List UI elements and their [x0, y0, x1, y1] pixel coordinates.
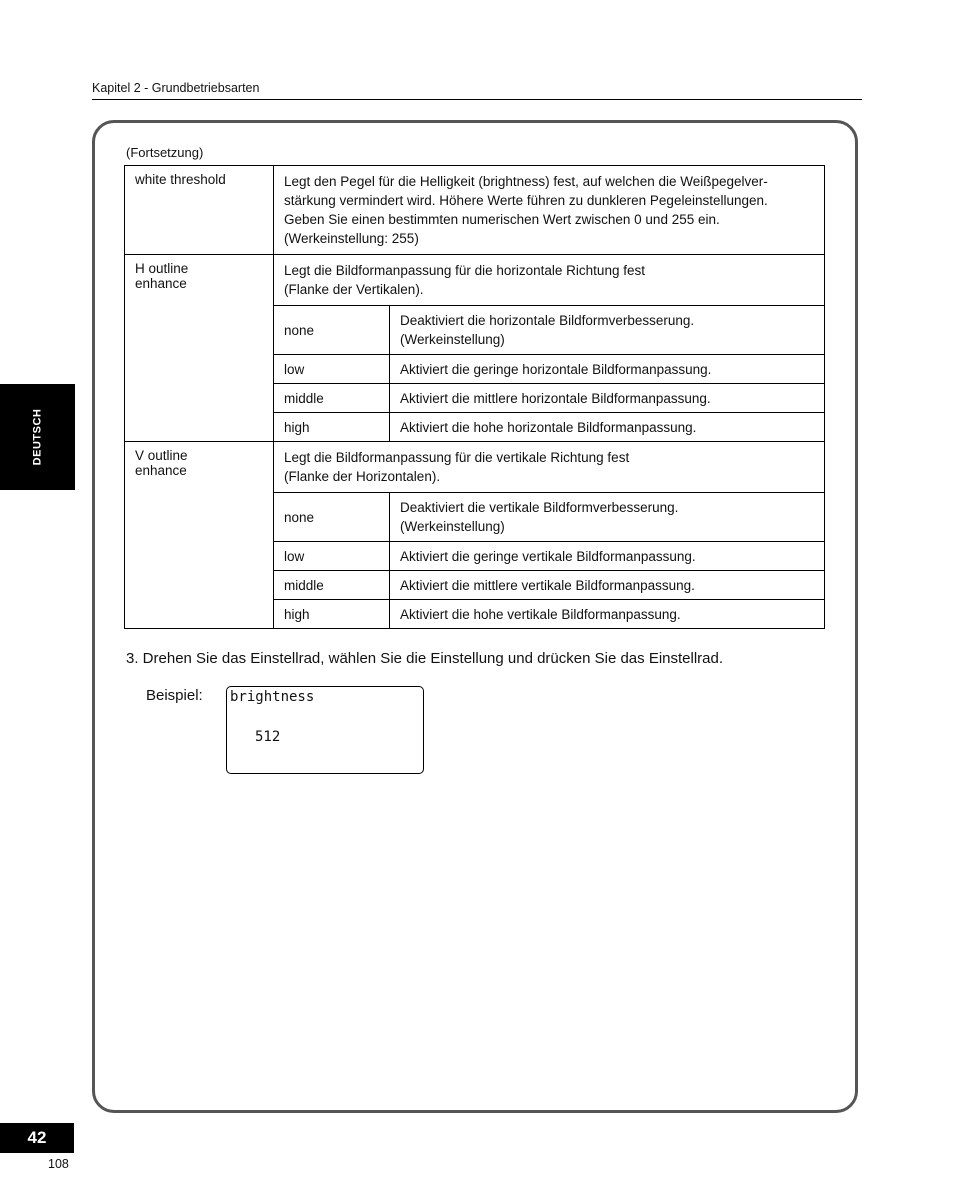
- option-value: high: [274, 413, 390, 442]
- setting-description: Legt den Pegel für die Helligkeit (brightness) fest, auf welchen die Weißpegelver- stärkung vermindert wird. Höhere Werte führen zu dunkleren Pegeleinstellungen. Geben Sie einen bestimmten numerischen Wert zwischen 0 und 255 ein. (Werkeinstellung: 255): [274, 166, 825, 255]
- setting-description: Legt die Bildformanpassung für die horizontale Richtung fest (Flanke der Vertikalen).: [274, 255, 825, 306]
- option-value: low: [274, 355, 390, 384]
- example-label: Beispiel:: [146, 687, 203, 704]
- table-row-white-threshold: [125, 166, 825, 255]
- option-text: Deaktiviert die horizontale Bildformverbesserung. (Werkeinstellung): [390, 306, 825, 355]
- lcd-line-1: brightness: [230, 689, 315, 705]
- language-tab: [0, 384, 75, 490]
- chapter-title: Kapitel 2 - Grundbetriebsarten: [92, 81, 260, 95]
- option-text: Aktiviert die mittlere horizontale Bildformanpassung.: [390, 384, 825, 413]
- language-tab-label: DEUTSCH: [31, 408, 44, 466]
- table-row-h-outline: [125, 255, 825, 306]
- option-value: middle: [274, 384, 390, 413]
- page-number: 42: [27, 1128, 47, 1147]
- option-text: Aktiviert die hohe vertikale Bildformanpassung.: [390, 600, 825, 629]
- running-header: [92, 81, 862, 100]
- option-text: Aktiviert die geringe vertikale Bildformanpassung.: [390, 542, 825, 571]
- option-text: Aktiviert die hohe horizontale Bildformanpassung.: [390, 413, 825, 442]
- step-3-instruction: 3. Drehen Sie das Einstellrad, wählen Sie die Einstellung und drücken Sie das Einstellrad.: [126, 650, 724, 667]
- option-text: Aktiviert die mittlere vertikale Bildformanpassung.: [390, 571, 825, 600]
- lcd-display: [226, 686, 424, 774]
- lcd-line-2: 512: [255, 729, 281, 745]
- option-value: middle: [274, 571, 390, 600]
- setting-name: white threshold: [125, 166, 274, 255]
- option-text: Deaktiviert die vertikale Bildformverbesserung. (Werkeinstellung): [390, 493, 825, 542]
- setting-name: V outline enhance: [125, 442, 274, 629]
- option-value: none: [274, 306, 390, 355]
- option-value: low: [274, 542, 390, 571]
- continuation-label: (Fortsetzung): [126, 145, 204, 160]
- page-number-badge: [0, 1123, 74, 1153]
- table-row-v-outline: [125, 442, 825, 493]
- option-value: high: [274, 600, 390, 629]
- option-text: Aktiviert die geringe horizontale Bildformanpassung.: [390, 355, 825, 384]
- setting-description: Legt die Bildformanpassung für die vertikale Richtung fest (Flanke der Horizontalen).: [274, 442, 825, 493]
- settings-table: [124, 165, 825, 629]
- option-value: none: [274, 493, 390, 542]
- setting-name: H outline enhance: [125, 255, 274, 442]
- page-sub-number: 108: [48, 1157, 69, 1171]
